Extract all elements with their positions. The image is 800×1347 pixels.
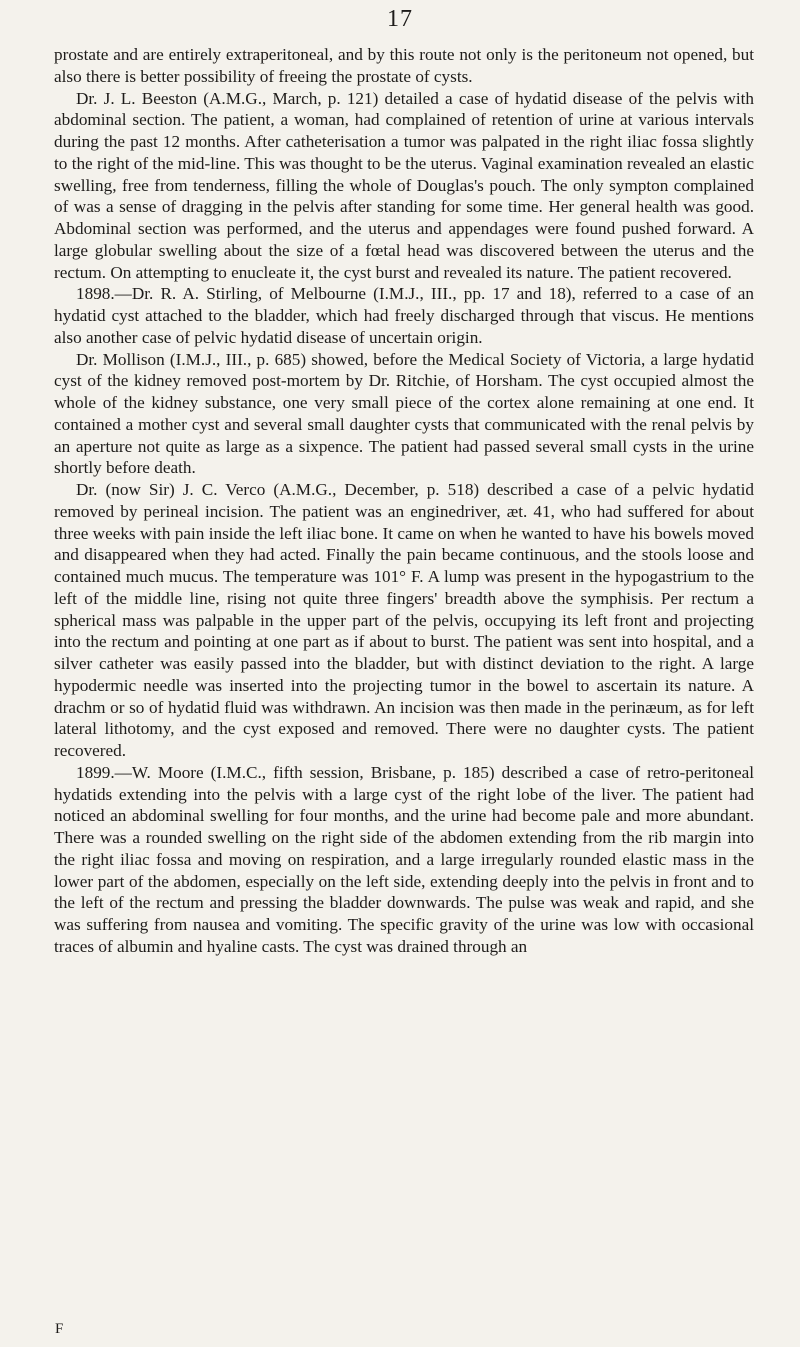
body-text <box>54 44 754 958</box>
paragraph: Dr. Mollison (I.M.J., III., p. 685) showed, before the Medical Society of Victoria, a large hydatid cyst of the kidney removed post-mortem by Dr. Ritchie, of Horsham. The cyst occupied almost the whole of the kidney substance, one very small piece of the cortex alone remaining at one end. It contained a mother cyst and several small daughter cysts that communicated with the renal pelvis by an aperture not quite as large as a sixpence. The patient had passed several small cysts in the urine shortly before death. <box>54 349 754 478</box>
signature-mark: F <box>55 1321 64 1337</box>
paragraph: 1899.—W. Moore (I.M.C., fifth session, Brisbane, p. 185) described a case of retro-peritoneal hydatids extending into the pelvis with a large cyst of the right lobe of the liver. The patient had noticed an abdominal swelling for four months, and the urine had become pale and more abundant. There was a rounded swelling on the right side of the abdomen extending from the rib margin into the right iliac fossa and moving on respiration, and a large irregularly rounded elastic mass in the lower part of the abdomen, especially on the left side, extending deeply into the pelvis in front and to the left of the rectum and pressing the bladder downwards. The pulse was weak and rapid, and she was suffering from nausea and vomiting. The specific gravity of the urine was low with occasional traces of albumin and hyaline casts. The cyst was drained through an <box>54 762 754 956</box>
paragraph: prostate and are entirely extraperitoneal, and by this route not only is the peritoneum not opened, but also there is better possibility of freeing the prostate of cysts. <box>54 45 754 86</box>
paragraph: Dr. J. L. Beeston (A.M.G., March, p. 121) detailed a case of hydatid disease of the pelvis with abdominal section. The patient, a woman, had complained of retention of urine at various intervals during the past 12 months. After catheterisation a tumor was palpated in the right iliac fossa slightly to the right of the mid-line. This was thought to be the uterus. Vaginal examination revealed an elastic swelling, free from tenderness, filling the whole of Douglas's pouch. The only sympton complained of was a sense of dragging in the pelvis after standing for some time. Her general health was good. Abdominal section was performed, and the uterus and appendages were found pushed forward. A large globular swelling about the size of a fœtal head was discovered between the uterus and the rectum. On attempting to enucleate it, the cyst burst and revealed its nature. The patient recovered. <box>54 88 754 282</box>
page-number: 17 <box>387 6 413 32</box>
paragraph: Dr. (now Sir) J. C. Verco (A.M.G., December, p. 518) described a case of a pelvic hydatid removed by perineal incision. The patient was an enginedriver, æt. 41, who had suffered for about three weeks with pain inside the left iliac bone. It came on when he wanted to have his bowels moved and disappeared when they had acted. Finally the pain became continuous, and the stools loose and contained much mucus. The temperature was 101° F. A lump was present in the hypogastrium to the left of the middle line, rising not quite three fingers' breadth above the symphisis. Per rectum a spherical mass was palpable in the upper part of the pelvis, occupying its left front and projecting into the rectum and pointing at one part as if about to burst. The patient was sent into hospital, and a silver catheter was easily passed into the bladder, but with distinct deviation to the right. A large hypodermic needle was inserted into the projecting tumor in the bowel to ascertain its nature. A drachm or so of hydatid fluid was withdrawn. An incision was then made in the perinæum, as for left lateral lithotomy, and the cyst exposed and removed. There were no daughter cysts. The patient recovered. <box>54 480 754 760</box>
paragraph: 1898.—Dr. R. A. Stirling, of Melbourne (I.M.J., III., pp. 17 and 18), referred to a case of an hydatid cyst attached to the bladder, which had freely discharged through that viscus. He mentions also another case of pelvic hydatid disease of uncertain origin. <box>54 284 754 347</box>
